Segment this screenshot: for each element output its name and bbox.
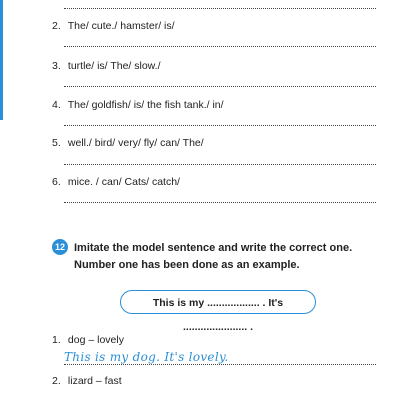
item-number: 2. bbox=[52, 20, 61, 32]
item-number: 2. bbox=[52, 375, 61, 387]
page-edge-marker bbox=[0, 0, 3, 120]
item-text: mice. / can/ Cats/ catch/ bbox=[67, 176, 180, 188]
item-number: 5. bbox=[52, 137, 61, 149]
model-sentence-box: This is my .................. . It's ...................... . bbox=[120, 290, 316, 314]
exercise-number-badge: 12 bbox=[52, 239, 68, 255]
item-number: 4. bbox=[52, 99, 61, 111]
item-number: 6. bbox=[52, 176, 61, 188]
list-item bbox=[52, 334, 124, 346]
handwritten-answer: This is my dog. It's lovely. bbox=[64, 350, 229, 364]
item-text: lizard – fast bbox=[67, 375, 122, 387]
answer-line[interactable] bbox=[64, 125, 376, 126]
list-item bbox=[52, 137, 204, 149]
item-text: turtle/ is/ The/ slow./ bbox=[67, 60, 161, 72]
item-number: 3. bbox=[52, 60, 61, 72]
item-text: dog – lovely bbox=[67, 334, 124, 346]
answer-line[interactable] bbox=[64, 46, 376, 47]
item-text: The/ cute./ hamster/ is/ bbox=[67, 20, 175, 32]
answer-line[interactable] bbox=[64, 86, 376, 87]
instruction-line: Imitate the model sentence and write the correct one. bbox=[74, 242, 353, 254]
answer-line[interactable] bbox=[64, 364, 376, 365]
answer-line[interactable] bbox=[64, 164, 376, 165]
answer-line[interactable] bbox=[64, 202, 376, 203]
item-text: The/ goldfish/ is/ the fish tank./ in/ bbox=[67, 99, 224, 111]
item-text: well./ bird/ very/ fly/ can/ The/ bbox=[67, 137, 204, 149]
item-number: 1. bbox=[52, 334, 61, 346]
list-item bbox=[52, 60, 161, 72]
answer-line[interactable] bbox=[64, 8, 376, 9]
list-item bbox=[52, 20, 175, 32]
list-item bbox=[52, 176, 180, 188]
list-item bbox=[52, 99, 224, 111]
instruction-line: Number one has been done as an example. bbox=[74, 259, 300, 271]
list-item bbox=[52, 375, 122, 387]
exercise-instruction bbox=[74, 240, 394, 274]
